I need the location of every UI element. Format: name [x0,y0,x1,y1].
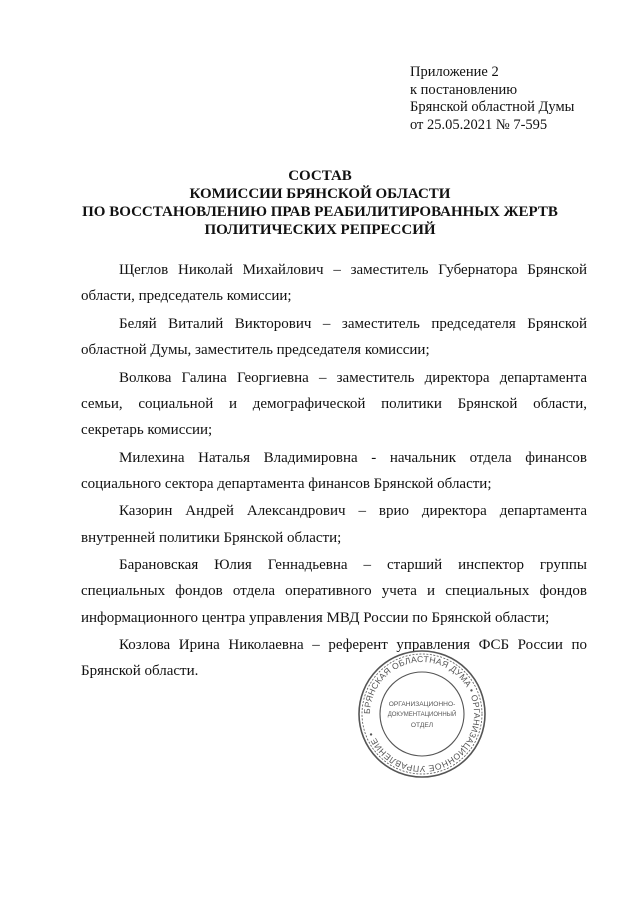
stamp-center-line-3: ОТДЕЛ [410,722,434,729]
member-entry [81,445,587,497]
title-line-1: СОСТАВ [288,168,352,184]
member-line: информационного центра управления МВД России по Брянской области; [81,609,550,626]
appendix-line-2: к постановлению [410,81,518,98]
appendix-note [410,64,574,134]
title-line-2: КОМИССИИ БРЯНСКОЙ ОБЛАСТИ [189,186,451,202]
title-line-3: ПО ВОССТАНОВЛЕНИЮ ПРАВ РЕАБИЛИТИРОВАННЫХ ЖЕРТВ [82,204,558,220]
stamp-center-line-2: ДОКУМЕНТАЦИОННЫЙ [387,712,457,718]
member-line: внутренней политики Брянской области; [81,529,342,546]
member-line: Казорин Андрей Александрович – врио директора департамента [119,503,587,520]
member-entry [81,498,587,550]
member-line: Козлова Ирина Николаевна – референт управления ФСБ России по [119,637,587,654]
member-line: секретарь комиссии; [81,422,213,438]
member-line: Брянской области. [81,663,199,680]
member-line: Барановская Юлия Геннадьевна – старший инспектор группы [119,557,587,574]
members-list [81,257,587,686]
appendix-line-4: от 25.05.2021 № 7-595 [410,116,548,133]
member-entry [81,552,587,631]
title-line-4: ПОЛИТИЧЕСКИХ РЕПРЕССИЙ [204,222,436,238]
official-stamp [356,648,488,780]
member-line: социального сектора департамента финансов Брянской области; [81,475,492,492]
appendix-line-3: Брянской областной Думы [410,99,575,115]
member-line: специальных фондов отдела оперативного учета и специальных фондов [81,583,587,600]
member-line: областной Думы, заместитель председателя комиссии; [81,342,430,358]
stamp-center-line-1: ОРГАНИЗАЦИОННО- [388,701,456,708]
member-line: Милехина Наталья Владимировна - начальник отдела финансов [119,449,587,466]
member-line: Волкова Галина Георгиевна – заместитель директора департамента [119,369,587,386]
appendix-line-1: Приложение 2 [410,64,499,80]
member-entry [81,311,587,363]
member-entry [81,365,587,444]
member-line: семьи, социальной и демографической политики Брянской области, [81,395,587,412]
member-line: Щеглов Николай Михайлович – заместитель Губернатора Брянской [119,262,587,278]
member-line: области, председатель комиссии; [81,288,292,305]
stamp-ring-text: БРЯНСКАЯ ОБЛАСТНАЯ ДУМА • ОРГАНИЗАЦИОННОЕ УПРАВЛЕНИЕ • [361,653,483,775]
member-entry [81,257,587,309]
document-title [60,167,580,239]
member-line: Беляй Виталий Викторович – заместитель председателя Брянской [119,315,587,332]
member-entry [81,632,587,684]
